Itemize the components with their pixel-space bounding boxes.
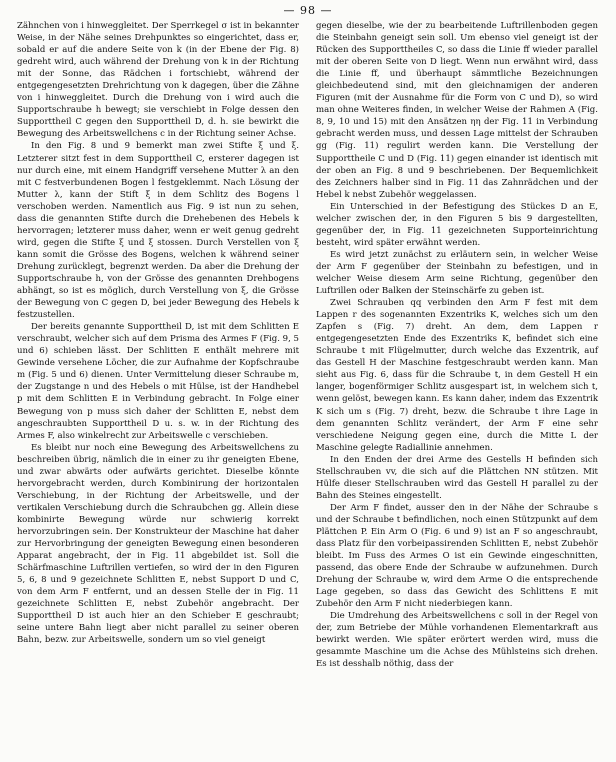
paragraph: Es wird jetzt zunächst zu erläutern sein, in welcher Weise der Arm F gegenüber der Steinbahn zu befestigen, und in welcher Weise diesem Arm seine Richtung, gegenüber den Luftrillen oder Balken der Steinschärfe zu geben ist. xyxy=(316,249,598,297)
paragraph: Zwei Schrauben qq verbinden den Arm F fest mit dem Lappen r des sogenannten Exzentriks K, welches sich um den Zapfen s (Fig. 7) dreht. An dem, dem Lappen r entgegengesetzten Ende des Exzentriks K, befindet sich eine Schraube t mit Flügelmutter, durch welche das Exzentrik, auf das Gestell H der Maschine festgeschraubt werden kann. Man sieht aus Fig. 6, dass für die Schraube t, in dem Gestell H ein langer, bogenförmiger Schlitz ausgespart ist, in welchem sich t, wenn gelöst, bewegen kann. Es kann daher, indem das Exzentrik K sich um s (Fig. 7) dreht, bezw. die Schraube t ihre Lage in dem genannten Schlitz verändert, der Arm F eine sehr verschiedene Neigung gegen eine, durch die Mitte L der Maschine gelegte Radiallinie annehmen. xyxy=(316,298,599,453)
paragraph: Der bereits genannte Supporttheil D, ist mit dem Schlitten E verschraubt, welcher sich auf dem Prisma des Armes F (Fig. 9, 5 und 6) schieben lässt. Der Schlitten E enthält mehrere mit Gewinde versehene Löcher, die zur Aufnahme der Kopfschraube m (Fig. 5 und 6) dienen. Unter Vermittelung dieser Schraube m, der Zugstange n und des Hebels o mit Hülse, ist der Handhebel p mit dem Schlitten E in Verbindung gebracht. In Folge einer Bewegung von p muss sich daher der Schlitten E, nebst dem angeschraubten Supporttheil D u. s. w. in der Richtung des Armes F, also winkelrecht zur Arbeitswelle c verschieben. xyxy=(17,322,299,441)
paragraph: In den Enden der drei Arme des Gestells H befinden sich Stellschrauben vv, die sich auf die Plättchen NN stützen. Mit Hülfe dieser Stellschrauben wird das Gestell H parallel zu der Bahn des Steines eingestellt. xyxy=(316,454,598,501)
paragraph: Es bleibt nur noch eine Bewegung des Arbeitswellchens zu beschreiben übrig, nämlich die in einer zu ihr geneigten Ebene, und zwar abwärts oder aufwärts gerichtet. Dieselbe könnte hervorgebracht werden, durch Kombinirung der horizontalen Verschiebung, in der Richtung der Arbeitswelle, und der vertikalen Verschiebung durch die Schraubchen gg. Allein diese kombinirte Bewegung würde nur schwierig korrekt hervorzubringen sein. Der Konstrukteur der Maschine hat daher zur Hervorbringung der geneigten Bewegung einen besonderen Apparat angebracht, der in Fig. 11 abgebildet ist. Soll die Schärfmaschine Luftrillen vertiefen, so wird der in den Figuren 5, 6, 8 und 9 gezeichnete Schlitten E, nebst Support D und C, von dem Arm F entfernt, und an dessen Stelle der in Fig. 11 gezeichnete Schlitten E, nebst Zubehör angebracht. Der Supporttheil D ist auch hier an den Schieber E geschraubt; seine untere Bahn liegt aber nicht parallel zu seiner oberen Bahn, bezw. zur Arbeitswelle, sondern um so viel geneigt xyxy=(17,442,299,646)
paragraph: In den Fig. 8 und 9 bemerkt man zwei Stifte ξ und ξ. Letzterer sitzt fest in dem Supporttheil C, ersterer dagegen ist nur durch eine, mit einem Handgriff versehene Mutter λ an den mit C festverbundenen Bogen l festgeklemmt. Nach Lösung der Mutter λ, kann der Stift ξ in dem Schlitz des Bogens l verschoben werden. Namentlich aus Fig. 9 ist nun zu sehen, dass die genannten Stifte durch die Drehebenen des Hebels k hervorragen; letzterer muss daher, wenn er weit genug gedreht wird, gegen die Stifte ξ und ξ stossen. Durch Verstellen von ξ kann somit die Grösse des Bogens, welchen k während seiner Drehung zurücklegt, begrenzt werden. Da aber die Drehung der Supportschraube h, von der Grösse des genannten Drehbogens abhängt, so ist es möglich, durch Verstellung von ξ, die Grösse der Bewegung von C gegen D, bei jeder Bewegung des Hebels k festzustellen. xyxy=(17,141,299,321)
page-number: — 98 — xyxy=(283,4,333,17)
left-column xyxy=(17,20,299,646)
paragraph: Die Umdrehung des Arbeitswellchens c soll in der Regel von der, zum Betriebe der Mühle vorhandenen Elementarkraft aus bewirkt werden. Wie später erörtert werden wird, muss die gesammte Maschine um die Achse des Mühlsteins sich drehen. Es ist desshalb nöthig, dass der xyxy=(316,611,598,670)
paragraph: gegen dieselbe, wie der zu bearbeitende Luftrillenboden gegen die Steinbahn geneigt sein soll. Um ebenso viel geneigt ist der Rücken des Supporttheiles C, so dass die Linie ff wieder parallel mit der oberen Seite von D liegt. Wenn nun erwähnt wird, dass die Linie ff, und überhaupt sämmtliche Bezeichnungen gleichbedeutend sind, mit den gleichnamigen der anderen Figuren (mit der Ausnahme für die Form von C und D), so wird man ohne Weiteres finden, in welcher Weise der Rahmen A (Fig. 8, 9, 10 und 15) mit den Ansätzen ηη der Fig. 11 in Verbindung gebracht werden muss, und dessen Lage mittelst der Schrauben gg (Fig. 11) regulirt werden kann. Die Verstellung der Supporttheile C und D (Fig. 11) gegen einander ist identisch mit der oben an Fig. 8 und 9 beschriebenen. Der Bequemlichkeit des Zeichners halber sind in Fig. 11 das Zahnrädchen und der Hebel k nebst Zubehör weggelassen. xyxy=(316,21,598,200)
paragraph: Zähnchen von i hinweggleitet. Der Sperrkegel σ ist in bekannter Weise, in der Nähe seines Drehpunktes so eingerichtet, dass er, sobald er auf die andere Seite von k (in der Ebene der Fig. 8) gedreht wird, auch während der Drehung von k in der Richtung mit der Sonne, das Rädchen i fortschiebt, während der entgegengesetzten Drehrichtung von k dagegen, über die Zähne von i hinweggleitet. Durch die Drehung von i wird auch die Supportschraube h bewegt; sie verschiebt in Folge dessen den Supporttheil C gegen den Supporttheil D, d. h. sie bewirkt die Bewegung des Arbeitswellchens c in der Richtung seiner Achse. xyxy=(17,21,299,140)
paragraph: Der Arm F findet, ausser den in der Nähe der Schraube s und der Schraube t befindlichen, noch einen Stützpunkt auf dem Plättchen P. Ein Arm O (Fig. 6 und 9) ist an F so angeschraubt, dass Platz für den vorbeipassirenden Schlitten E, nebst Zubehör bleibt. Im Fuss des Armes O ist ein Gewinde eingeschnitten, passend, das obere Ende der Schraube w aufzunehmen. Durch Drehung der Schraube w, wird dem Arme O die entsprechende Lage gegeben, so dass das Gewicht des Schlittens E mit Zubehör den Arm F nicht niederbiegen kann. xyxy=(316,502,598,610)
right-column xyxy=(316,20,598,671)
paragraph: Ein Unterschied in der Befestigung des Stückes D an E, welcher zwischen der, in den Figuren 5 bis 9 dargestellten, gegenüber der, in Fig. 11 gezeichneten Supporteinrichtung besteht, wird später erwähnt werden. xyxy=(316,201,598,248)
